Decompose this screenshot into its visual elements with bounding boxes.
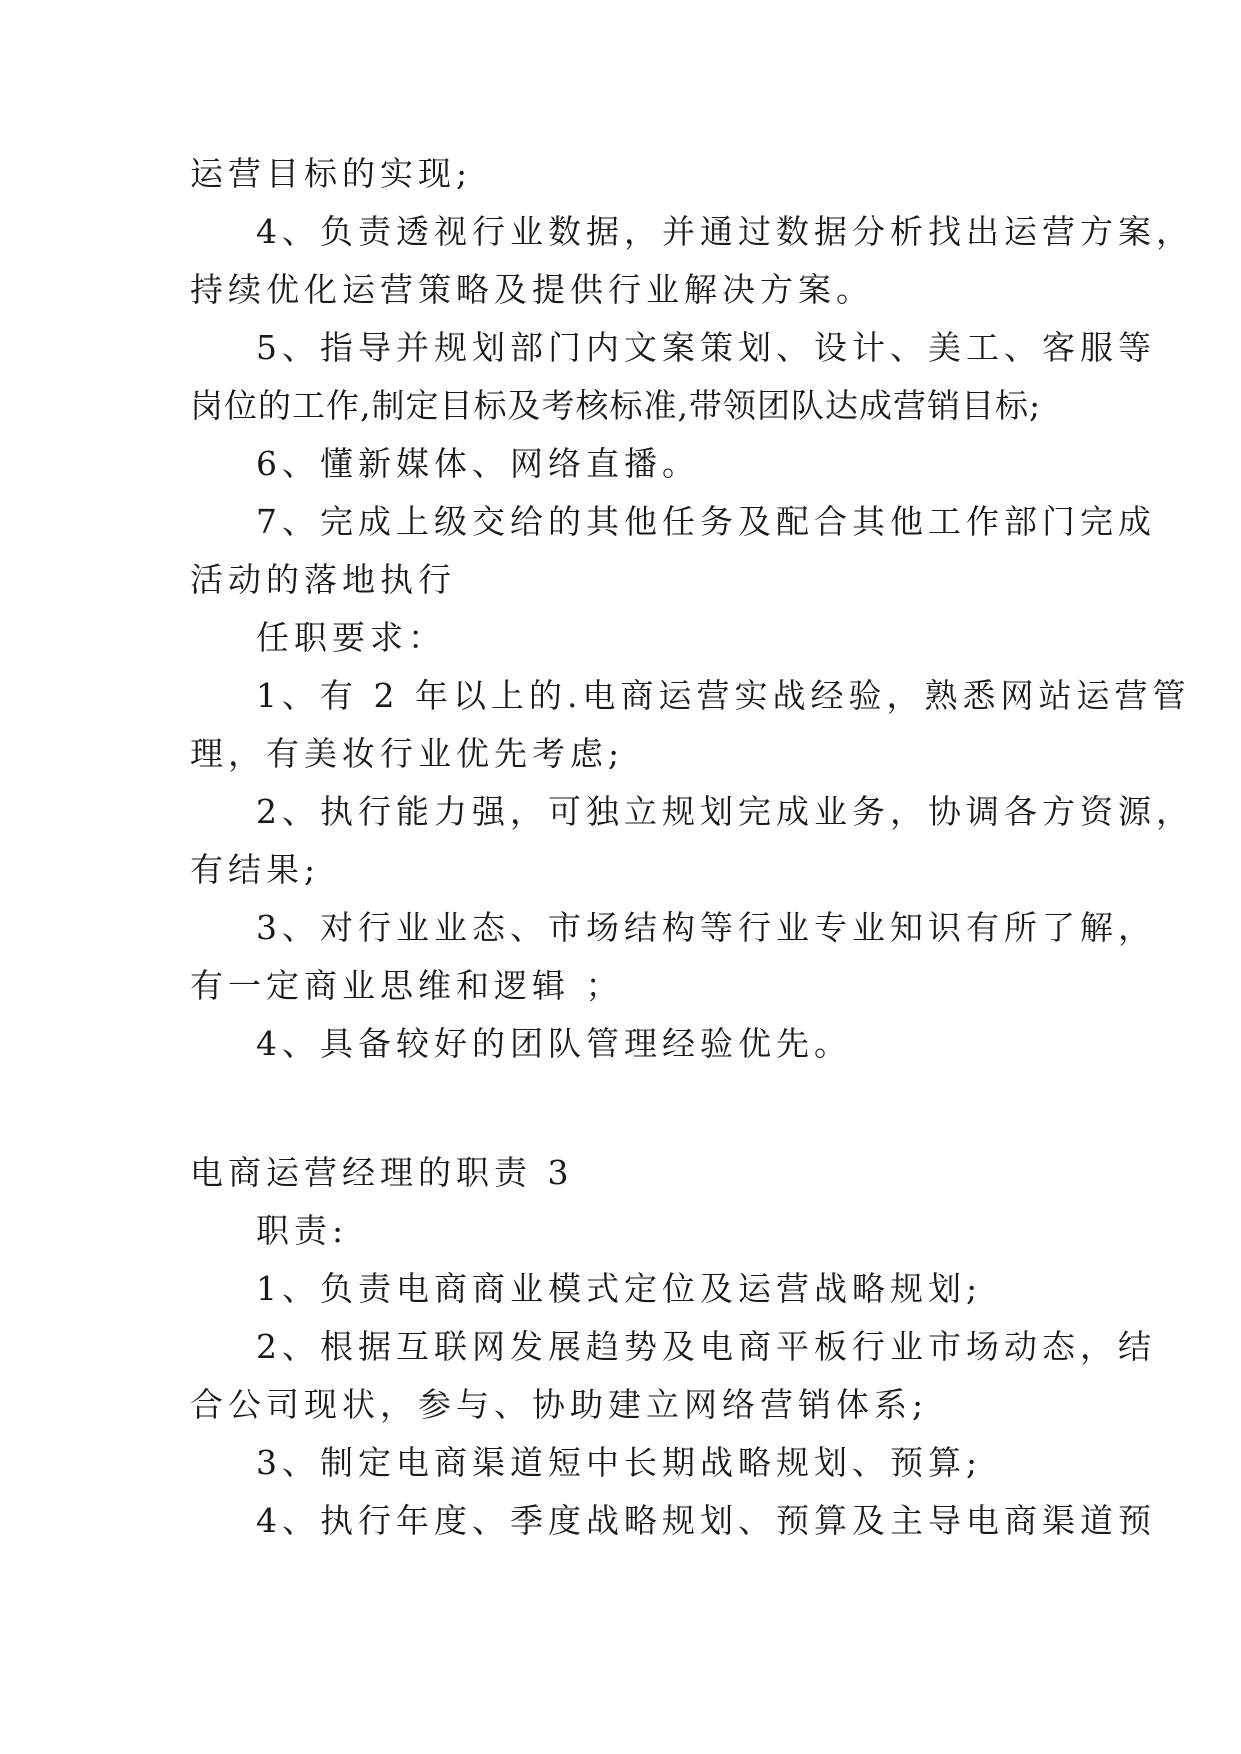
paragraph-line: 有一定商业思维和逻辑 ； — [190, 966, 624, 1005]
paragraph-line: 4、具备较好的团队管理经验优先。 — [256, 1024, 852, 1063]
section-title: 电商运营经理的职责 3 — [190, 1153, 574, 1192]
paragraph-line: 4、负责透视行业数据，并通过数据分析找出运营方案， — [256, 212, 1194, 251]
paragraph-line: 2、根据互联网发展趋势及电商平板行业市场动态，结 — [256, 1327, 1156, 1366]
paragraph-line: 活动的落地执行 — [190, 560, 456, 599]
section-heading: 职责: — [256, 1211, 349, 1250]
paragraph-line: 5、指导并规划部门内文案策划、设计、美工、客服等 — [256, 328, 1156, 367]
paragraph-line: 3、制定电商渠道短中长期战略规划、预算; — [256, 1443, 983, 1482]
paragraph-line: 岗位的工作,制定目标及考核标准,带领团队达成营销目标; — [190, 386, 1042, 425]
paragraph-line: 7、完成上级交给的其他任务及配合其他工作部门完成 — [256, 502, 1156, 541]
paragraph-line: 理，有美妆行业优先考虑; — [190, 734, 625, 773]
paragraph-line: 有结果; — [190, 850, 321, 889]
paragraph-line: 6、懂新媒体、网络直播。 — [256, 444, 700, 483]
paragraph-line: 3、对行业业态、市场结构等行业专业知识有所了解， — [256, 908, 1156, 947]
paragraph-line: 1、负责电商商业模式定位及运营战略规划; — [256, 1269, 983, 1308]
paragraph-line: 2、执行能力强，可独立规划完成业务，协调各方资源， — [256, 792, 1194, 831]
paragraph-line: 合公司现状，参与、协助建立网络营销体系; — [190, 1385, 929, 1424]
paragraph-line: 4、执行年度、季度战略规划、预算及主导电商渠道预 — [256, 1501, 1156, 1540]
paragraph-line: 运营目标的实现; — [190, 154, 473, 193]
paragraph-line: 持续优化运营策略及提供行业解决方案。 — [190, 270, 874, 309]
section-heading: 任职要求： — [256, 618, 446, 657]
paragraph-line: 1、有 2 年以上的.电商运营实战经验，熟悉网站运营管 — [256, 676, 1191, 715]
